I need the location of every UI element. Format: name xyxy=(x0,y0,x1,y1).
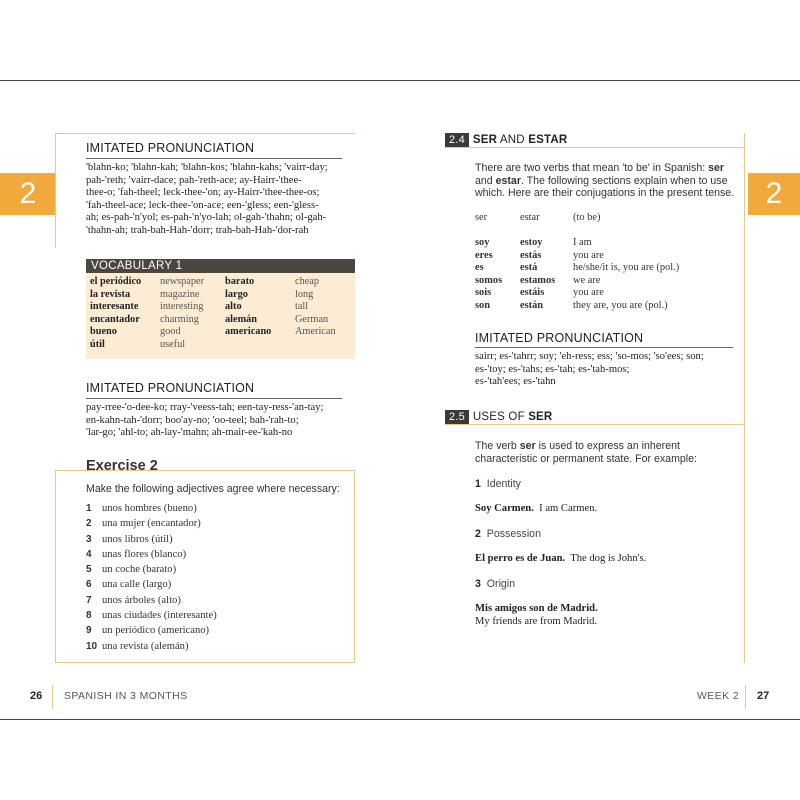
conj-gloss: you are xyxy=(573,287,604,299)
chapter-tab-left xyxy=(0,173,56,215)
exercise-item-number: 4 xyxy=(86,548,92,560)
pron2-line: 'lar-go; 'ahl-to; ah-lay-'mahn; ah-mair-ee-'kah-no xyxy=(86,427,293,439)
pron1-line: ah; es-pah-'n'yol; es-pah-'n'yo-lah; ol-gah-'thahn; ol-gah- xyxy=(86,212,327,224)
example-english: My friends are from Madrid. xyxy=(475,615,598,627)
section-2-5-heading xyxy=(445,410,552,424)
section-2-4-rule xyxy=(445,147,745,148)
example-english: The dog is John's. xyxy=(570,553,647,564)
pron1-line: pah-'reth; 'vairr-dace; pah-'reth-ace; ay-Hairr-'thee- xyxy=(86,174,302,186)
conj-estar: estamos xyxy=(520,274,556,286)
pron1-heading: IMITATED PRONUNCIATION xyxy=(86,141,255,155)
exercise-item-number: 7 xyxy=(86,594,92,606)
use-origin-label xyxy=(475,578,515,591)
vocab-spanish: el periódico xyxy=(90,276,142,287)
conj-gloss: I am xyxy=(573,237,592,248)
pron3-line: sairr; es-'tahrr; soy; 'eh-ress; ess; 'so-mos; 'so'ees; son; xyxy=(475,351,704,362)
section-number: 2.4 xyxy=(445,133,469,147)
intro-ser: ser xyxy=(708,162,725,174)
vocab-english: cheap xyxy=(295,276,320,287)
pron3-heading: IMITATED PRONUNCIATION xyxy=(475,331,644,345)
conjugation-row xyxy=(475,262,679,275)
use-possession-label xyxy=(475,528,541,541)
conjugation-table xyxy=(475,237,679,313)
exercise-item-number: 2 xyxy=(86,518,92,530)
conjugation-row xyxy=(475,237,679,250)
exercise-item-number: 5 xyxy=(86,564,92,576)
use-number: 1 xyxy=(475,478,481,490)
pron2-line: pay-rree-'o-dee-ko; rray-'veess-tah; een-tay-ress-'an-tay; xyxy=(86,402,324,413)
running-title-right: WEEK 2 xyxy=(697,690,740,702)
exercise-item-number: 10 xyxy=(86,640,98,652)
pron1-rule xyxy=(86,158,342,159)
conj-estar: estás xyxy=(520,249,542,261)
vocab-row xyxy=(90,276,360,289)
exercise-item xyxy=(86,532,217,547)
exercise-item xyxy=(86,547,217,562)
vocab-english: charming xyxy=(160,313,199,325)
vocab-spanish xyxy=(225,339,295,352)
exercise-list xyxy=(86,501,217,654)
use-identity-label xyxy=(475,478,521,491)
exercise-item-text: unas flores (blanco) xyxy=(102,548,187,560)
conj-estar: estáis xyxy=(520,287,545,299)
exercise-item-number: 9 xyxy=(86,625,92,637)
exercise-item-number: 1 xyxy=(86,503,92,514)
left-margin-line xyxy=(55,133,56,248)
conjugation-header xyxy=(475,212,600,225)
chapter-number: 2 xyxy=(765,177,783,210)
chapter-number: 2 xyxy=(19,177,37,210)
exercise-item xyxy=(86,562,217,577)
exercise-item xyxy=(86,516,217,531)
page-number-right: 27 xyxy=(757,690,770,702)
intro-estar: estar xyxy=(495,174,521,187)
vocab-heading: VOCABULARY 1 xyxy=(86,259,355,273)
conj-ser: son xyxy=(475,299,491,311)
exercise-item-number: 8 xyxy=(86,610,92,622)
conj-ser: sois xyxy=(475,287,492,299)
vocab-row xyxy=(90,326,360,339)
exercise-item-text: unos libros (útil) xyxy=(102,533,173,545)
example-spanish: El perro es de Juan. xyxy=(475,553,566,564)
pron3-text xyxy=(475,351,740,389)
pron1-line: 'thahn-ah; trah-bah-Hah-'dorr; trah-bah-Hah-'dor-rah xyxy=(86,224,309,236)
conjugation-row xyxy=(475,300,679,313)
intro-text: . The following sections explain when to use which. Here are their conjugations in the present tense. xyxy=(475,174,735,200)
pron2-line: en-kahn-tah-'dorr; boo'ay-no; 'oo-teel; bah-'rah-to; xyxy=(86,414,299,426)
example-spanish: Mis amigos son de Madrid. xyxy=(475,603,598,614)
vocab-table xyxy=(90,276,360,351)
conj-gloss: you are xyxy=(573,249,604,261)
conj-header-gloss: (to be) xyxy=(573,212,601,223)
intro-text: There are two verbs that mean 'to be' in Spanish: xyxy=(475,162,709,174)
conj-header-estar: estar xyxy=(520,212,540,223)
exercise-item xyxy=(86,593,217,608)
vocab-spanish: alemán xyxy=(225,313,258,325)
conj-ser: somos xyxy=(475,274,503,286)
use-identity-example xyxy=(475,503,597,516)
vocab-english: magazine xyxy=(160,288,200,300)
example-english: I am Carmen. xyxy=(539,503,598,514)
pron3-line: es-'toy; es-'tahs; es-'tah; es-'tah-mos; xyxy=(475,363,630,375)
vocab-english xyxy=(295,339,360,352)
right-margin-line xyxy=(744,133,745,663)
exercise-item-text: unos hombres (bueno) xyxy=(102,503,197,514)
vocab-row xyxy=(90,314,360,327)
section-2-5-intro xyxy=(475,440,740,465)
vocab-spanish: útil xyxy=(90,338,105,350)
conj-estar: están xyxy=(520,299,544,311)
vocab-spanish: largo xyxy=(225,288,248,300)
use-label: Identity xyxy=(486,478,521,490)
conj-gloss: they are, you are (pol.) xyxy=(573,299,668,311)
vocab-spanish: alto xyxy=(225,301,242,312)
exercise-item-text: una mujer (encantador) xyxy=(102,518,201,530)
pron1-text xyxy=(86,162,356,238)
use-label: Possession xyxy=(486,528,541,540)
vocab-row xyxy=(90,339,360,352)
intro-text: and xyxy=(475,174,496,187)
running-title-left: SPANISH IN 3 MONTHS xyxy=(64,690,188,702)
pron2-heading: IMITATED PRONUNCIATION xyxy=(86,381,255,395)
conj-ser: es xyxy=(475,262,484,274)
pron3-rule xyxy=(475,347,733,348)
exercise-item-text: una revista (alemán) xyxy=(102,640,189,652)
vocab-english: tall xyxy=(295,301,309,312)
section-title-uses: USES OF xyxy=(472,411,529,423)
intro-text: The verb xyxy=(475,440,520,452)
section-2-4-heading xyxy=(445,133,567,147)
vocab-english: American xyxy=(295,326,336,337)
exercise-item-text: un coche (barato) xyxy=(102,564,177,576)
vocab-row xyxy=(90,301,360,314)
exercise-item-text: unas ciudades (interesante) xyxy=(102,610,217,622)
section-2-5-rule xyxy=(445,424,745,425)
vocab-spanish: barato xyxy=(225,276,255,287)
exercise-item xyxy=(86,623,217,638)
vocab-spanish: americano xyxy=(225,326,272,337)
conj-gloss: we are xyxy=(573,274,601,286)
footer-divider-left xyxy=(52,685,53,709)
exercise-item-text: unos árboles (alto) xyxy=(102,594,181,606)
use-possession-example xyxy=(475,553,646,566)
vocab-english: German xyxy=(295,313,329,325)
exercise-item xyxy=(86,608,217,623)
section-2-4-intro xyxy=(475,162,740,200)
page-number-left: 26 xyxy=(30,690,43,702)
vocab-spanish: encantador xyxy=(90,313,140,325)
pron1-line: 'blahn-ko; 'blahn-kah; 'blahn-kos; 'blahn-kahs; 'vairr-day; xyxy=(86,162,328,173)
vocab-english: newspaper xyxy=(160,276,205,287)
vocab-spanish: la revista xyxy=(90,288,131,300)
conjugation-row xyxy=(475,275,679,288)
section-title-ser: SER xyxy=(472,134,498,146)
vocab-row xyxy=(90,289,360,302)
exercise-item xyxy=(86,577,217,592)
conj-estar: estoy xyxy=(520,237,543,248)
pron1-line: 'fah-theel-ace; leck-thee-'on-ace; een-'gless; een-'gless- xyxy=(86,199,319,211)
exercise-title: Exercise 2 xyxy=(86,458,158,474)
top-rule xyxy=(55,133,355,134)
exercise-item-number: 6 xyxy=(86,579,92,591)
section-title-and: AND xyxy=(497,134,529,146)
vocab-spanish: interesante xyxy=(90,301,139,312)
footer-divider-right xyxy=(745,685,746,709)
pron1-line: thee-o; 'fah-theel; leck-thee-'on; ay-Hairr-'thee-thee-os; xyxy=(86,187,320,199)
use-origin-example xyxy=(475,603,598,628)
vocab-english: good xyxy=(160,326,181,337)
conj-ser: soy xyxy=(475,237,490,248)
conj-gloss: he/she/it is, you are (pol.) xyxy=(573,262,680,274)
pron2-text xyxy=(86,402,356,440)
intro-text: is used to express an inherent characteristic or permanent state. For example: xyxy=(475,440,697,465)
vocab-spanish: bueno xyxy=(90,326,117,337)
pron2-rule xyxy=(86,398,342,399)
pron3-line: es-'tah'ees; es-'tahn xyxy=(475,376,556,388)
vocab-english: interesting xyxy=(160,301,204,312)
conj-ser: eres xyxy=(475,249,493,261)
exercise-item xyxy=(86,639,217,654)
exercise-item-text: un periódico (americano) xyxy=(102,625,210,637)
use-label: Origin xyxy=(486,578,516,590)
intro-ser: ser xyxy=(519,440,536,452)
use-number: 2 xyxy=(475,528,481,540)
conj-estar: está xyxy=(520,262,538,274)
section-title-ser: SER xyxy=(528,411,553,423)
exercise-instruction: Make the following adjectives agree where necessary: xyxy=(86,483,340,495)
conjugation-row xyxy=(475,250,679,263)
vocab-english: long xyxy=(295,288,314,300)
example-spanish: Soy Carmen. xyxy=(475,503,534,514)
use-number: 3 xyxy=(475,578,481,590)
chapter-tab-right xyxy=(748,173,800,215)
conj-header-ser: ser xyxy=(475,212,488,223)
exercise-item xyxy=(86,501,217,516)
vocab-english: useful xyxy=(160,338,186,350)
exercise-item-text: una calle (largo) xyxy=(102,579,172,591)
conjugation-row xyxy=(475,287,679,300)
section-number: 2.5 xyxy=(445,410,469,424)
section-title-estar: ESTAR xyxy=(528,134,568,146)
exercise-item-number: 3 xyxy=(86,533,92,545)
